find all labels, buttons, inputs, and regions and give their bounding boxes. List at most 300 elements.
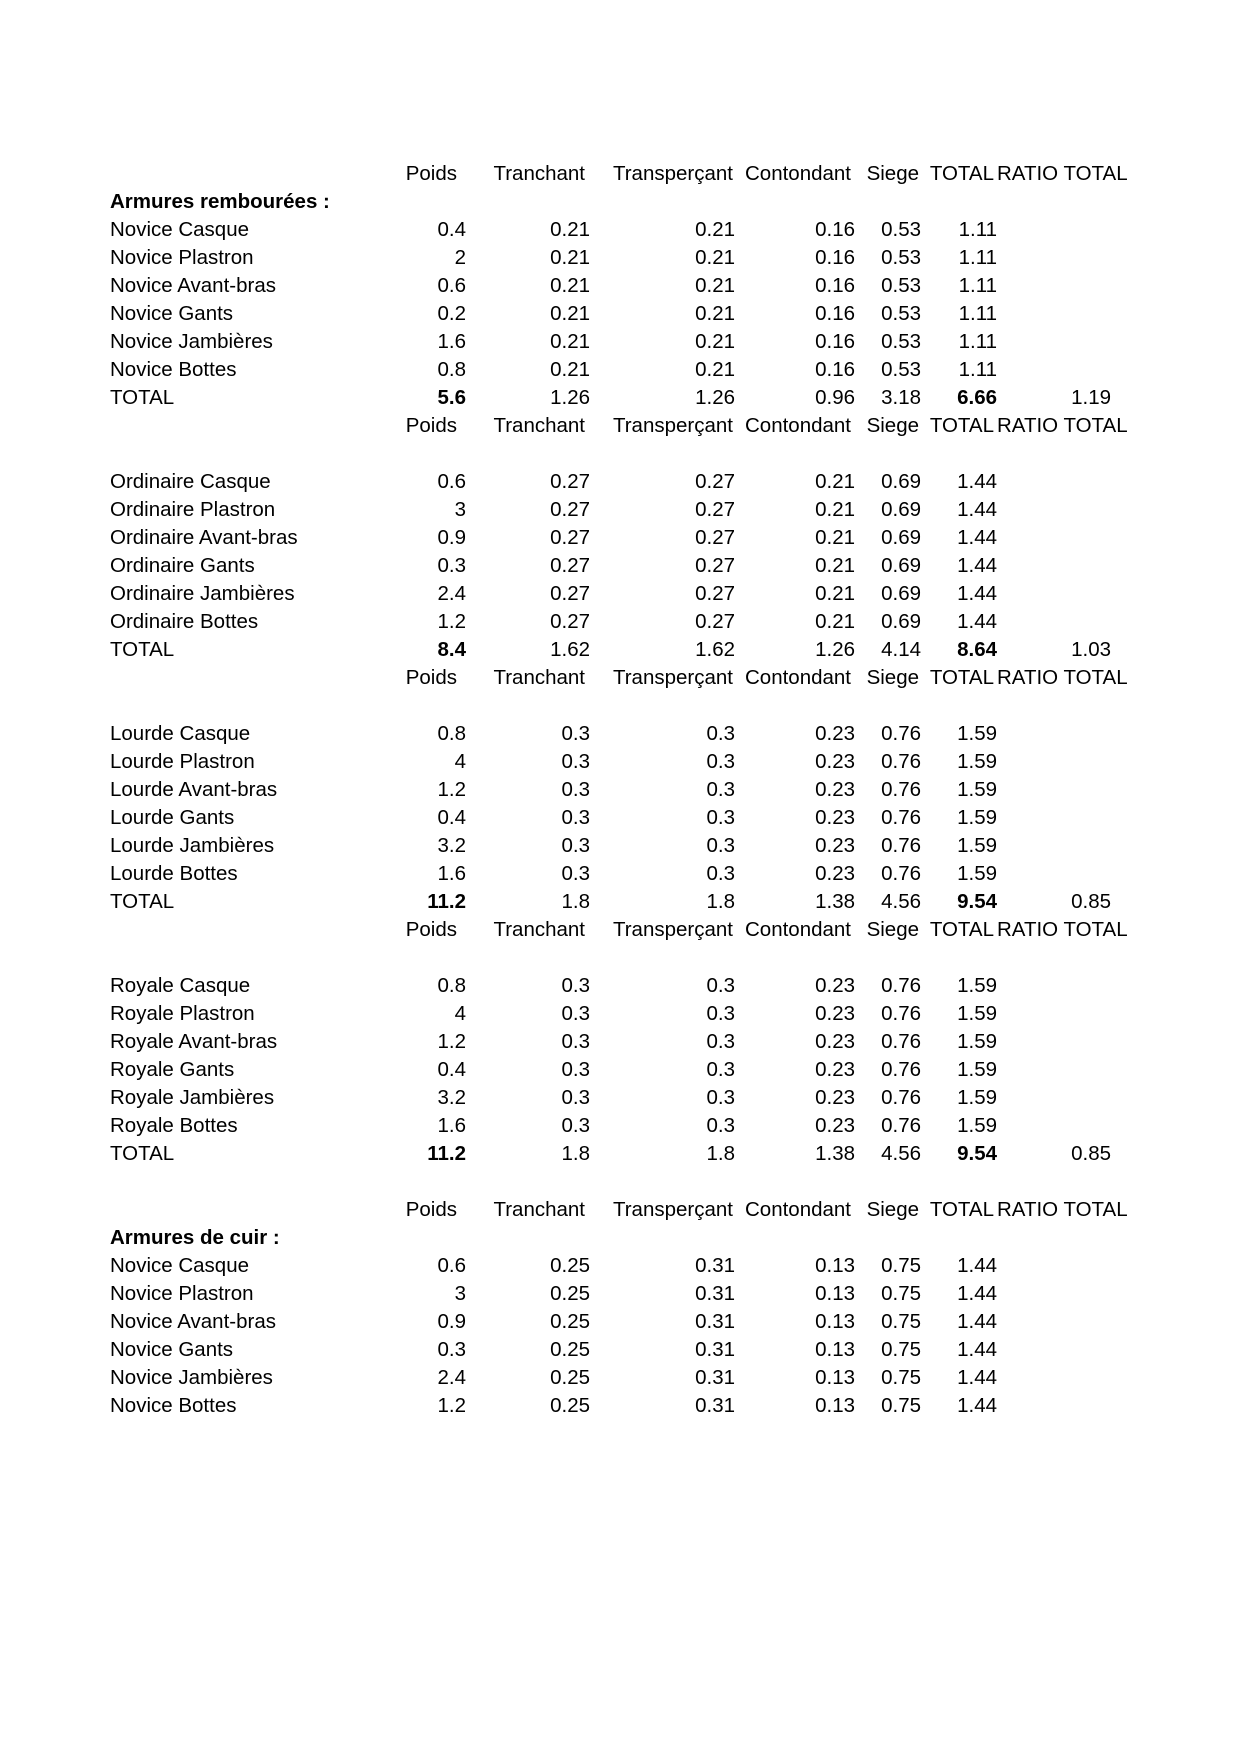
cell-transpercant: 1.8 — [706, 1141, 735, 1165]
row-label: Novice Bottes — [110, 1393, 237, 1417]
row-label: Novice Gants — [110, 1337, 234, 1361]
cell-tranchant: 0.21 — [550, 357, 590, 381]
spacer — [110, 692, 1111, 720]
cell-total: 6.66 — [957, 385, 997, 409]
column-header-row — [110, 1196, 1111, 1224]
table-row — [110, 1280, 1111, 1308]
cell-contondant: 0.13 — [815, 1281, 855, 1305]
cell-poids: 0.6 — [437, 1253, 466, 1277]
table-row — [110, 216, 1111, 244]
cell-total: 1.44 — [957, 553, 997, 577]
cell-siege: 0.53 — [881, 273, 921, 297]
cell-ratio-total — [997, 1392, 1111, 1420]
table-row — [110, 552, 1111, 580]
row-label: Novice Jambières — [110, 329, 273, 353]
cell-transpercant: 0.3 — [706, 1113, 735, 1137]
header-contondant: Contondant — [744, 1197, 851, 1221]
cell-poids: 1.2 — [437, 1393, 466, 1417]
cell-poids: 0.9 — [437, 1309, 466, 1333]
spacer — [110, 440, 1111, 468]
cell-transpercant: 0.27 — [695, 581, 735, 605]
cell-tranchant: 0.21 — [550, 329, 590, 353]
cell-ratio-total — [997, 1364, 1111, 1392]
cell-ratio-total — [997, 468, 1111, 496]
cell-tranchant: 0.27 — [550, 525, 590, 549]
row-label: Lourde Gants — [110, 805, 235, 829]
row-label: TOTAL — [110, 385, 175, 409]
spacer — [378, 188, 1111, 216]
row-label: TOTAL — [110, 889, 175, 913]
cell-tranchant: 0.21 — [550, 217, 590, 241]
cell-tranchant: 0.3 — [561, 861, 590, 885]
row-label: Novice Avant-bras — [110, 273, 276, 297]
table-row — [110, 496, 1111, 524]
cell-poids: 4 — [454, 1001, 466, 1025]
cell-total: 1.59 — [957, 749, 997, 773]
table-row — [110, 1084, 1111, 1112]
cell-contondant: 0.23 — [815, 721, 855, 745]
cell-transpercant: 0.3 — [706, 805, 735, 829]
cell-poids: 0.6 — [437, 273, 466, 297]
table-row — [110, 1000, 1111, 1028]
cell-siege: 0.75 — [881, 1281, 921, 1305]
cell-contondant: 0.23 — [815, 1085, 855, 1109]
header-poids: Poids — [405, 1197, 457, 1221]
cell-contondant: 0.16 — [815, 245, 855, 269]
table-row — [110, 356, 1111, 384]
cell-poids: 3.2 — [437, 833, 466, 857]
cell-transpercant: 0.3 — [706, 861, 735, 885]
cell-contondant: 0.23 — [815, 861, 855, 885]
cell-contondant: 0.13 — [815, 1309, 855, 1333]
cell-poids: 0.3 — [437, 1337, 466, 1361]
total-row — [110, 636, 1111, 664]
table-row — [110, 776, 1111, 804]
cell-poids: 0.8 — [437, 357, 466, 381]
cell-contondant: 0.21 — [815, 581, 855, 605]
section-gap — [110, 1168, 1111, 1196]
cell-poids: 11.2 — [427, 889, 466, 913]
cell-siege: 4.56 — [881, 889, 921, 913]
cell-poids: 0.4 — [437, 1057, 466, 1081]
cell-ratio-total — [997, 804, 1111, 832]
cell-transpercant: 0.3 — [706, 1085, 735, 1109]
cell-transpercant: 0.31 — [695, 1309, 735, 1333]
cell-siege: 0.76 — [881, 721, 921, 745]
row-label: Novice Casque — [110, 1253, 250, 1277]
cell-total: 1.11 — [958, 273, 997, 297]
cell-contondant: 0.23 — [815, 1113, 855, 1137]
cell-poids: 1.2 — [437, 777, 466, 801]
cell-ratio-total — [997, 1336, 1111, 1364]
cell-transpercant: 0.21 — [695, 217, 735, 241]
table-row — [110, 1112, 1111, 1140]
cell-tranchant: 0.3 — [561, 805, 590, 829]
cell-ratio-total — [997, 496, 1111, 524]
row-label: Ordinaire Jambières — [110, 581, 295, 605]
cell-siege: 3.18 — [881, 385, 921, 409]
cell-contondant: 0.21 — [815, 525, 855, 549]
header-ratio-total: RATIO TOTAL — [997, 413, 1128, 437]
cell-transpercant: 0.3 — [706, 721, 735, 745]
row-label: Novice Jambières — [110, 1365, 273, 1389]
cell-poids: 0.8 — [437, 721, 466, 745]
header-transpercant: Transperçant — [612, 917, 733, 941]
cell-siege: 0.75 — [881, 1309, 921, 1333]
section-title: Armures de cuir : — [110, 1225, 280, 1249]
cell-contondant: 0.23 — [815, 1029, 855, 1053]
cell-ratio-total — [997, 216, 1111, 244]
cell-tranchant: 0.25 — [550, 1337, 590, 1361]
header-tranchant: Tranchant — [493, 161, 585, 185]
section-spacer-row — [110, 440, 1111, 468]
cell-ratio-total — [997, 300, 1111, 328]
cell-poids: 5.6 — [437, 385, 466, 409]
cell-contondant: 0.16 — [815, 273, 855, 297]
cell-total: 8.64 — [957, 637, 997, 661]
cell-siege: 0.75 — [881, 1337, 921, 1361]
cell-poids: 0.3 — [437, 553, 466, 577]
cell-tranchant: 1.62 — [550, 637, 590, 661]
cell-tranchant: 0.27 — [550, 581, 590, 605]
cell-total: 1.44 — [957, 1309, 997, 1333]
header-transpercant: Transperçant — [612, 665, 733, 689]
cell-tranchant: 0.25 — [550, 1253, 590, 1277]
cell-total: 9.54 — [957, 889, 997, 913]
cell-total: 9.54 — [957, 1141, 997, 1165]
cell-transpercant: 0.21 — [695, 329, 735, 353]
cell-transpercant: 0.21 — [695, 273, 735, 297]
cell-ratio-total: 0.85 — [1071, 1141, 1111, 1165]
cell-poids: 0.6 — [437, 469, 466, 493]
cell-tranchant: 0.3 — [561, 1085, 590, 1109]
header-ratio-total: RATIO TOTAL — [997, 1197, 1128, 1221]
header-ratio-total: RATIO TOTAL — [997, 161, 1128, 185]
cell-ratio-total: 1.19 — [1071, 385, 1111, 409]
cell-tranchant: 0.3 — [561, 749, 590, 773]
table-row — [110, 580, 1111, 608]
cell-total: 1.59 — [957, 1085, 997, 1109]
cell-total: 1.59 — [957, 777, 997, 801]
cell-total: 1.59 — [957, 1057, 997, 1081]
cell-tranchant: 1.8 — [561, 889, 590, 913]
column-header-row — [110, 160, 1111, 188]
cell-tranchant: 0.3 — [561, 1113, 590, 1137]
cell-ratio-total — [997, 720, 1111, 748]
column-header-row — [110, 916, 1111, 944]
cell-poids: 1.6 — [437, 329, 466, 353]
cell-contondant: 0.23 — [815, 973, 855, 997]
cell-transpercant: 0.21 — [695, 245, 735, 269]
cell-ratio-total — [997, 1028, 1111, 1056]
cell-total: 1.44 — [957, 609, 997, 633]
table-row — [110, 1252, 1111, 1280]
cell-poids: 11.2 — [427, 1141, 466, 1165]
cell-contondant: 0.21 — [815, 497, 855, 521]
row-label: Ordinaire Plastron — [110, 497, 276, 521]
cell-ratio-total — [997, 524, 1111, 552]
cell-tranchant: 0.21 — [550, 273, 590, 297]
cell-total: 1.44 — [957, 1393, 997, 1417]
header-siege: Siege — [866, 161, 919, 185]
cell-contondant: 0.16 — [815, 357, 855, 381]
cell-poids: 3.2 — [437, 1085, 466, 1109]
table-row — [110, 244, 1111, 272]
cell-poids: 1.2 — [437, 1029, 466, 1053]
cell-contondant: 0.16 — [815, 301, 855, 325]
armor-stats-table — [110, 160, 1128, 1420]
cell-contondant: 1.26 — [815, 637, 855, 661]
cell-tranchant: 0.21 — [550, 245, 590, 269]
header-total: TOTAL — [929, 1197, 994, 1221]
cell-tranchant: 0.3 — [561, 1001, 590, 1025]
cell-total: 1.11 — [958, 301, 997, 325]
cell-tranchant: 0.25 — [550, 1309, 590, 1333]
cell-poids: 8.4 — [437, 637, 466, 661]
cell-total: 1.11 — [958, 357, 997, 381]
cell-transpercant: 0.3 — [706, 749, 735, 773]
header-transpercant: Transperçant — [612, 161, 733, 185]
cell-ratio-total — [997, 1252, 1111, 1280]
cell-contondant: 0.13 — [815, 1253, 855, 1277]
cell-siege: 0.69 — [881, 525, 921, 549]
cell-siege: 0.69 — [881, 553, 921, 577]
cell-contondant: 0.23 — [815, 833, 855, 857]
header-poids: Poids — [405, 161, 457, 185]
cell-poids: 1.6 — [437, 861, 466, 885]
header-contondant: Contondant — [744, 917, 851, 941]
cell-tranchant: 0.27 — [550, 609, 590, 633]
section-title-row — [110, 1224, 1111, 1252]
cell-siege: 0.76 — [881, 805, 921, 829]
cell-total: 1.44 — [957, 497, 997, 521]
table-row — [110, 300, 1111, 328]
row-label: Royale Plastron — [110, 1001, 255, 1025]
cell-total: 1.59 — [957, 833, 997, 857]
cell-poids: 0.4 — [437, 217, 466, 241]
cell-siege: 0.76 — [881, 833, 921, 857]
cell-transpercant: 1.62 — [695, 637, 735, 661]
cell-poids: 2 — [454, 245, 466, 269]
cell-tranchant: 0.3 — [561, 1057, 590, 1081]
header-ratio-total: RATIO TOTAL — [997, 665, 1128, 689]
cell-transpercant: 0.3 — [706, 833, 735, 857]
cell-total: 1.59 — [957, 1001, 997, 1025]
cell-contondant: 0.23 — [815, 1057, 855, 1081]
cell-contondant: 0.13 — [815, 1393, 855, 1417]
cell-transpercant: 0.3 — [706, 777, 735, 801]
row-label: Novice Bottes — [110, 357, 237, 381]
cell-siege: 0.53 — [881, 245, 921, 269]
armor-table-body — [110, 160, 1128, 1420]
header-contondant: Contondant — [744, 665, 851, 689]
cell-tranchant: 0.25 — [550, 1365, 590, 1389]
table-row — [110, 1336, 1111, 1364]
cell-contondant: 0.16 — [815, 329, 855, 353]
cell-tranchant: 0.27 — [550, 469, 590, 493]
cell-siege: 0.76 — [881, 861, 921, 885]
cell-poids: 0.4 — [437, 805, 466, 829]
table-row — [110, 524, 1111, 552]
cell-siege: 0.76 — [881, 1057, 921, 1081]
section-spacer-row — [110, 692, 1111, 720]
table-row — [110, 1392, 1111, 1420]
cell-ratio-total — [997, 832, 1111, 860]
cell-transpercant: 0.27 — [695, 609, 735, 633]
cell-contondant: 0.23 — [815, 1001, 855, 1025]
table-row — [110, 860, 1111, 888]
table-row — [110, 832, 1111, 860]
cell-ratio-total — [997, 1056, 1111, 1084]
cell-ratio-total — [997, 1000, 1111, 1028]
table-row — [110, 1056, 1111, 1084]
cell-transpercant: 0.21 — [695, 301, 735, 325]
cell-poids: 3 — [454, 497, 466, 521]
cell-siege: 0.76 — [881, 749, 921, 773]
cell-total: 1.44 — [957, 1253, 997, 1277]
row-label: Royale Avant-bras — [110, 1029, 278, 1053]
spacer — [110, 1168, 1111, 1196]
header-tranchant: Tranchant — [493, 917, 585, 941]
cell-contondant: 0.21 — [815, 609, 855, 633]
cell-contondant: 0.16 — [815, 217, 855, 241]
cell-contondant: 0.23 — [815, 805, 855, 829]
cell-transpercant: 0.27 — [695, 497, 735, 521]
total-row — [110, 384, 1111, 412]
cell-contondant: 1.38 — [815, 889, 855, 913]
row-label: Royale Casque — [110, 973, 251, 997]
row-label: Novice Avant-bras — [110, 1309, 276, 1333]
cell-tranchant: 1.26 — [550, 385, 590, 409]
row-label: TOTAL — [110, 1141, 175, 1165]
table-row — [110, 748, 1111, 776]
cell-transpercant: 0.27 — [695, 469, 735, 493]
section-spacer-row — [110, 944, 1111, 972]
cell-ratio-total — [997, 1280, 1111, 1308]
cell-tranchant: 0.3 — [561, 1029, 590, 1053]
table-row — [110, 1308, 1111, 1336]
cell-poids: 1.6 — [437, 1113, 466, 1137]
row-label: Novice Plastron — [110, 245, 254, 269]
cell-ratio-total — [997, 1084, 1111, 1112]
cell-tranchant: 0.27 — [550, 553, 590, 577]
header-siege: Siege — [866, 1197, 919, 1221]
row-label: Lourde Avant-bras — [110, 777, 278, 801]
cell-total: 1.59 — [957, 1113, 997, 1137]
cell-siege: 0.53 — [881, 217, 921, 241]
cell-transpercant: 0.27 — [695, 553, 735, 577]
cell-transpercant: 0.31 — [695, 1365, 735, 1389]
cell-total: 1.44 — [957, 469, 997, 493]
header-ratio-total: RATIO TOTAL — [997, 917, 1128, 941]
header-contondant: Contondant — [744, 161, 851, 185]
header-label-col — [110, 412, 378, 440]
total-row — [110, 1140, 1111, 1168]
row-label: Royale Jambières — [110, 1085, 275, 1109]
header-label-col — [110, 160, 378, 188]
total-row — [110, 888, 1111, 916]
row-label: Lourde Plastron — [110, 749, 255, 773]
header-label-col — [110, 916, 378, 944]
header-tranchant: Tranchant — [493, 665, 585, 689]
cell-ratio-total — [997, 356, 1111, 384]
cell-siege: 4.14 — [881, 637, 921, 661]
cell-total: 1.59 — [957, 973, 997, 997]
row-label: Royale Bottes — [110, 1113, 238, 1137]
cell-tranchant: 0.3 — [561, 777, 590, 801]
cell-contondant: 1.38 — [815, 1141, 855, 1165]
cell-ratio-total: 0.85 — [1071, 889, 1111, 913]
cell-siege: 0.69 — [881, 469, 921, 493]
row-label: Novice Gants — [110, 301, 234, 325]
cell-transpercant: 0.31 — [695, 1393, 735, 1417]
header-contondant: Contondant — [744, 413, 851, 437]
cell-poids: 0.8 — [437, 973, 466, 997]
header-poids: Poids — [405, 413, 457, 437]
cell-siege: 0.76 — [881, 1029, 921, 1053]
table-row — [110, 720, 1111, 748]
cell-total: 1.44 — [957, 1337, 997, 1361]
cell-total: 1.59 — [957, 1029, 997, 1053]
table-row — [110, 804, 1111, 832]
cell-tranchant: 0.25 — [550, 1393, 590, 1417]
cell-transpercant: 0.3 — [706, 1057, 735, 1081]
cell-contondant: 0.96 — [815, 385, 855, 409]
header-label-col — [110, 1196, 378, 1224]
header-poids: Poids — [405, 665, 457, 689]
header-tranchant: Tranchant — [493, 413, 585, 437]
row-label: Ordinaire Avant-bras — [110, 525, 298, 549]
row-label: Lourde Jambières — [110, 833, 275, 857]
cell-contondant: 0.23 — [815, 777, 855, 801]
cell-siege: 0.75 — [881, 1253, 921, 1277]
header-transpercant: Transperçant — [612, 413, 733, 437]
table-row — [110, 972, 1111, 1000]
cell-ratio-total — [997, 748, 1111, 776]
cell-siege: 0.69 — [881, 609, 921, 633]
cell-transpercant: 0.27 — [695, 525, 735, 549]
row-label: Ordinaire Bottes — [110, 609, 259, 633]
cell-ratio-total — [997, 860, 1111, 888]
cell-ratio-total — [997, 776, 1111, 804]
cell-ratio-total — [997, 1112, 1111, 1140]
header-total: TOTAL — [929, 161, 994, 185]
cell-transpercant: 0.31 — [695, 1337, 735, 1361]
cell-transpercant: 0.31 — [695, 1253, 735, 1277]
cell-siege: 0.76 — [881, 1113, 921, 1137]
cell-total: 1.44 — [957, 525, 997, 549]
header-siege: Siege — [866, 917, 919, 941]
header-siege: Siege — [866, 665, 919, 689]
row-label: Novice Casque — [110, 217, 250, 241]
cell-total: 1.11 — [958, 245, 997, 269]
cell-siege: 0.53 — [881, 357, 921, 381]
cell-siege: 0.76 — [881, 973, 921, 997]
header-tranchant: Tranchant — [493, 1197, 585, 1221]
header-total: TOTAL — [929, 413, 994, 437]
column-header-row — [110, 664, 1111, 692]
table-row — [110, 1364, 1111, 1392]
table-row — [110, 328, 1111, 356]
row-label: TOTAL — [110, 637, 175, 661]
cell-ratio-total: 1.03 — [1071, 637, 1111, 661]
section-title-row — [110, 188, 1111, 216]
cell-tranchant: 0.21 — [550, 301, 590, 325]
header-siege: Siege — [866, 413, 919, 437]
cell-siege: 0.75 — [881, 1365, 921, 1389]
cell-ratio-total — [997, 580, 1111, 608]
cell-poids: 4 — [454, 749, 466, 773]
